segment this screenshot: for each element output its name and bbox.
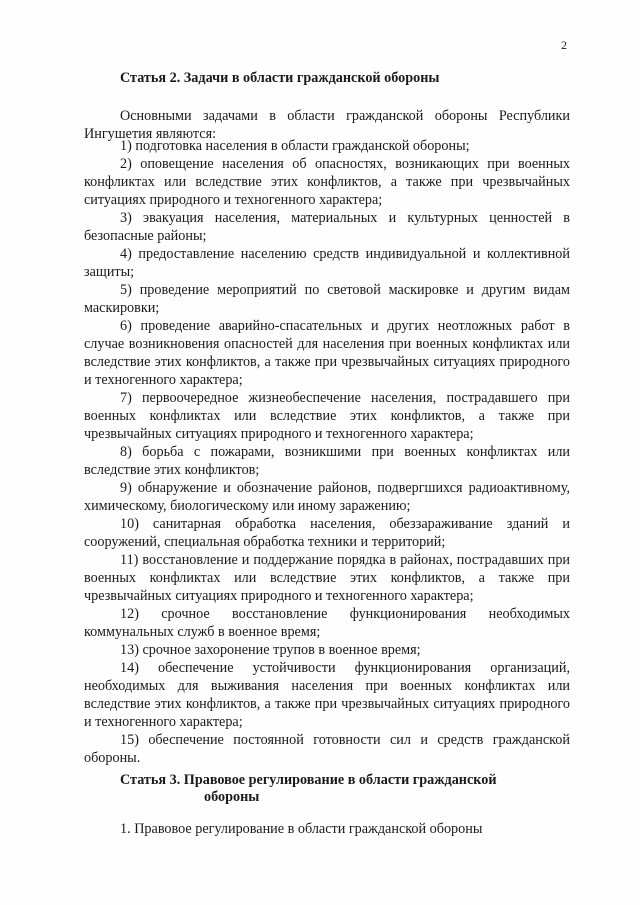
article-3-heading: [120, 772, 570, 806]
list-item: 12) срочное восстановление функционирования необходимых коммунальных служб в военное время;: [84, 606, 570, 640]
article-3-paragraph-1: 1. Правовое регулирование в области гражданской обороны: [120, 821, 483, 837]
list-item: 13) срочное захоронение трупов в военное время;: [120, 642, 421, 658]
article-2-heading: Статья 2. Задачи в области гражданской обороны: [120, 70, 440, 86]
list-item: 7) первоочередное жизнеобеспечение населения, пострадавшего при военных конфликтах или вследствие этих конфликтов, а также при чрезвычайных ситуациях природного и техногенного характера;: [84, 390, 570, 442]
list-item: 1) подготовка населения в области гражданской обороны;: [120, 138, 470, 154]
list-item: 3) эвакуация населения, материальных и культурных ценностей в безопасные районы;: [84, 210, 570, 244]
list-item: 11) восстановление и поддержание порядка в районах, пострадавших при военных конфликтах или вследствие этих конфликтов, а также при чрезвычайных ситуациях природного и техногенного характера;: [84, 552, 570, 604]
article-2-task-list: [84, 137, 570, 767]
list-item: 5) проведение мероприятий по световой маскировке и другим видам маскировки;: [84, 282, 570, 316]
list-item: 15) обеспечение постоянной готовности сил и средств гражданской обороны.: [84, 732, 570, 766]
list-item: 9) обнаружение и обозначение районов, подвергшихся радиоактивному, химическому, биологическому или иному заражению;: [84, 480, 570, 514]
article-2-intro: Основными задачами в области гражданской обороны Республики Ингушетия являются:: [84, 108, 570, 142]
article-3-heading-line-2: обороны: [204, 789, 260, 805]
article-3-heading-line-1: Статья 3. Правовое регулирование в области гражданской: [120, 772, 497, 788]
list-item: 14) обеспечение устойчивости функционирования организаций, необходимых для выживания населения при военных конфликтах или вследствие этих конфликтов, а также при чрезвычайных ситуациях природного и техногенного характера;: [84, 660, 570, 730]
list-item: 2) оповещение населения об опасностях, возникающих при военных конфликтах или вследствие этих конфликтов, а также при чрезвычайных ситуациях природного и техногенного характера;: [84, 156, 570, 208]
list-item: 6) проведение аварийно-спасательных и других неотложных работ в случае возникновения опасностей для населения при военных конфликтах или вследствие этих конфликтов, а также при чрезвычайных ситуациях природного и техногенного характера;: [84, 318, 570, 388]
list-item: 10) санитарная обработка населения, обеззараживание зданий и сооружений, специальная обработка техники и территорий;: [84, 516, 570, 550]
list-item: 8) борьба с пожарами, возникшими при военных конфликтах или вследствие этих конфликтов;: [84, 444, 570, 478]
list-item: 4) предоставление населению средств индивидуальной и коллективной защиты;: [84, 246, 570, 280]
page-number: 2: [561, 38, 567, 52]
